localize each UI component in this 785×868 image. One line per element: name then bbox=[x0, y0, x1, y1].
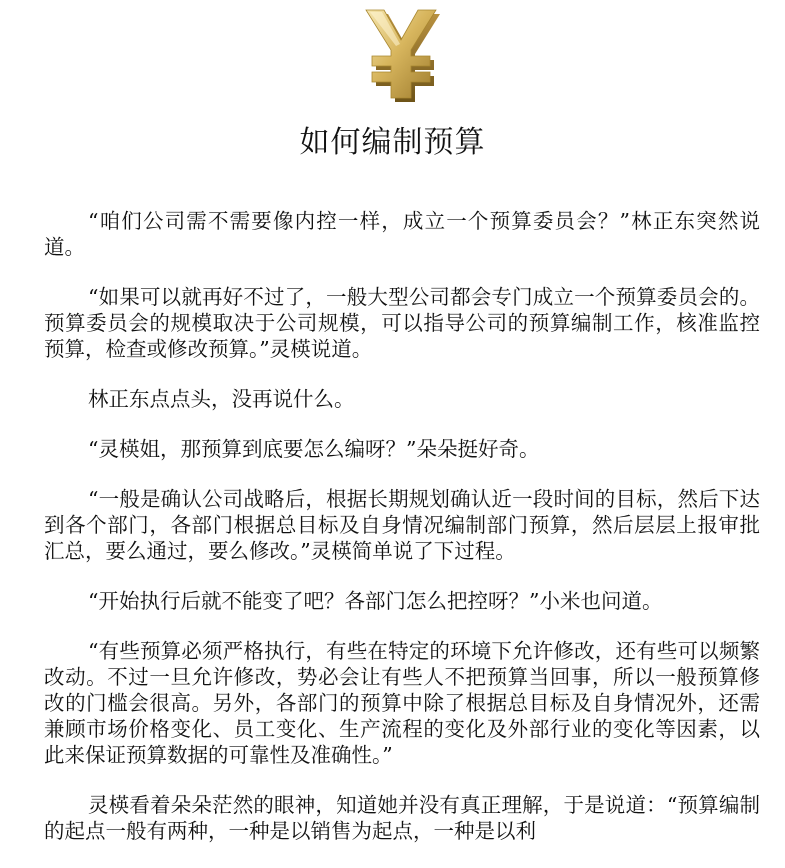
paragraph: “有些预算必须严格执行，有些在特定的环境下允许修改，还有些可以频繁改动。不过一旦允许修改，势必会让有些人不把预算当回事，所以一般预算修改的门槛会很高。另外，各部门的预算中除了根据总目标及自身情况外，还需兼顾市场价格变化、员工变化、生产流程的变化及外部行业的变化等因素，以此来保证预算数据的可靠性及准确性。” bbox=[44, 639, 760, 767]
paragraph: “一般是确认公司战略后，根据长期规划确认近一段时间的目标，然后下达到各个部门，各部门根据总目标及自身情况编制部门预算，然后层层上报审批汇总，要么通过，要么修改。”灵楧简单说了下过程。 bbox=[44, 487, 760, 563]
paragraph: “咱们公司需不需要像内控一样，成立一个预算委员会？”林正东突然说道。 bbox=[44, 209, 760, 259]
yuan-sign-icon bbox=[356, 6, 446, 102]
paragraph: “灵楧姐，那预算到底要怎么编呀？”朵朵挺好奇。 bbox=[88, 437, 540, 461]
paragraph: 林正东点点头，没再说什么。 bbox=[88, 387, 355, 411]
paragraph: “开始执行后就不能变了吧？各部门怎么把控呀？”小米也问道。 bbox=[88, 589, 663, 613]
paragraph: 灵楧看着朵朵茫然的眼神，知道她并没有真正理解，于是说道：“预算编制的起点一般有两种，一种是以销售为起点，一种是以利 bbox=[44, 793, 760, 843]
article-body bbox=[44, 208, 760, 868]
page-title: 如何编制预算 bbox=[299, 125, 486, 160]
paragraph: “如果可以就再好不过了，一般大型公司都会专门成立一个预算委员会的。预算委员会的规模取决于公司规模，可以指导公司的预算编制工作，核准监控预算，检查或修改预算。”灵楧说道。 bbox=[44, 285, 760, 361]
